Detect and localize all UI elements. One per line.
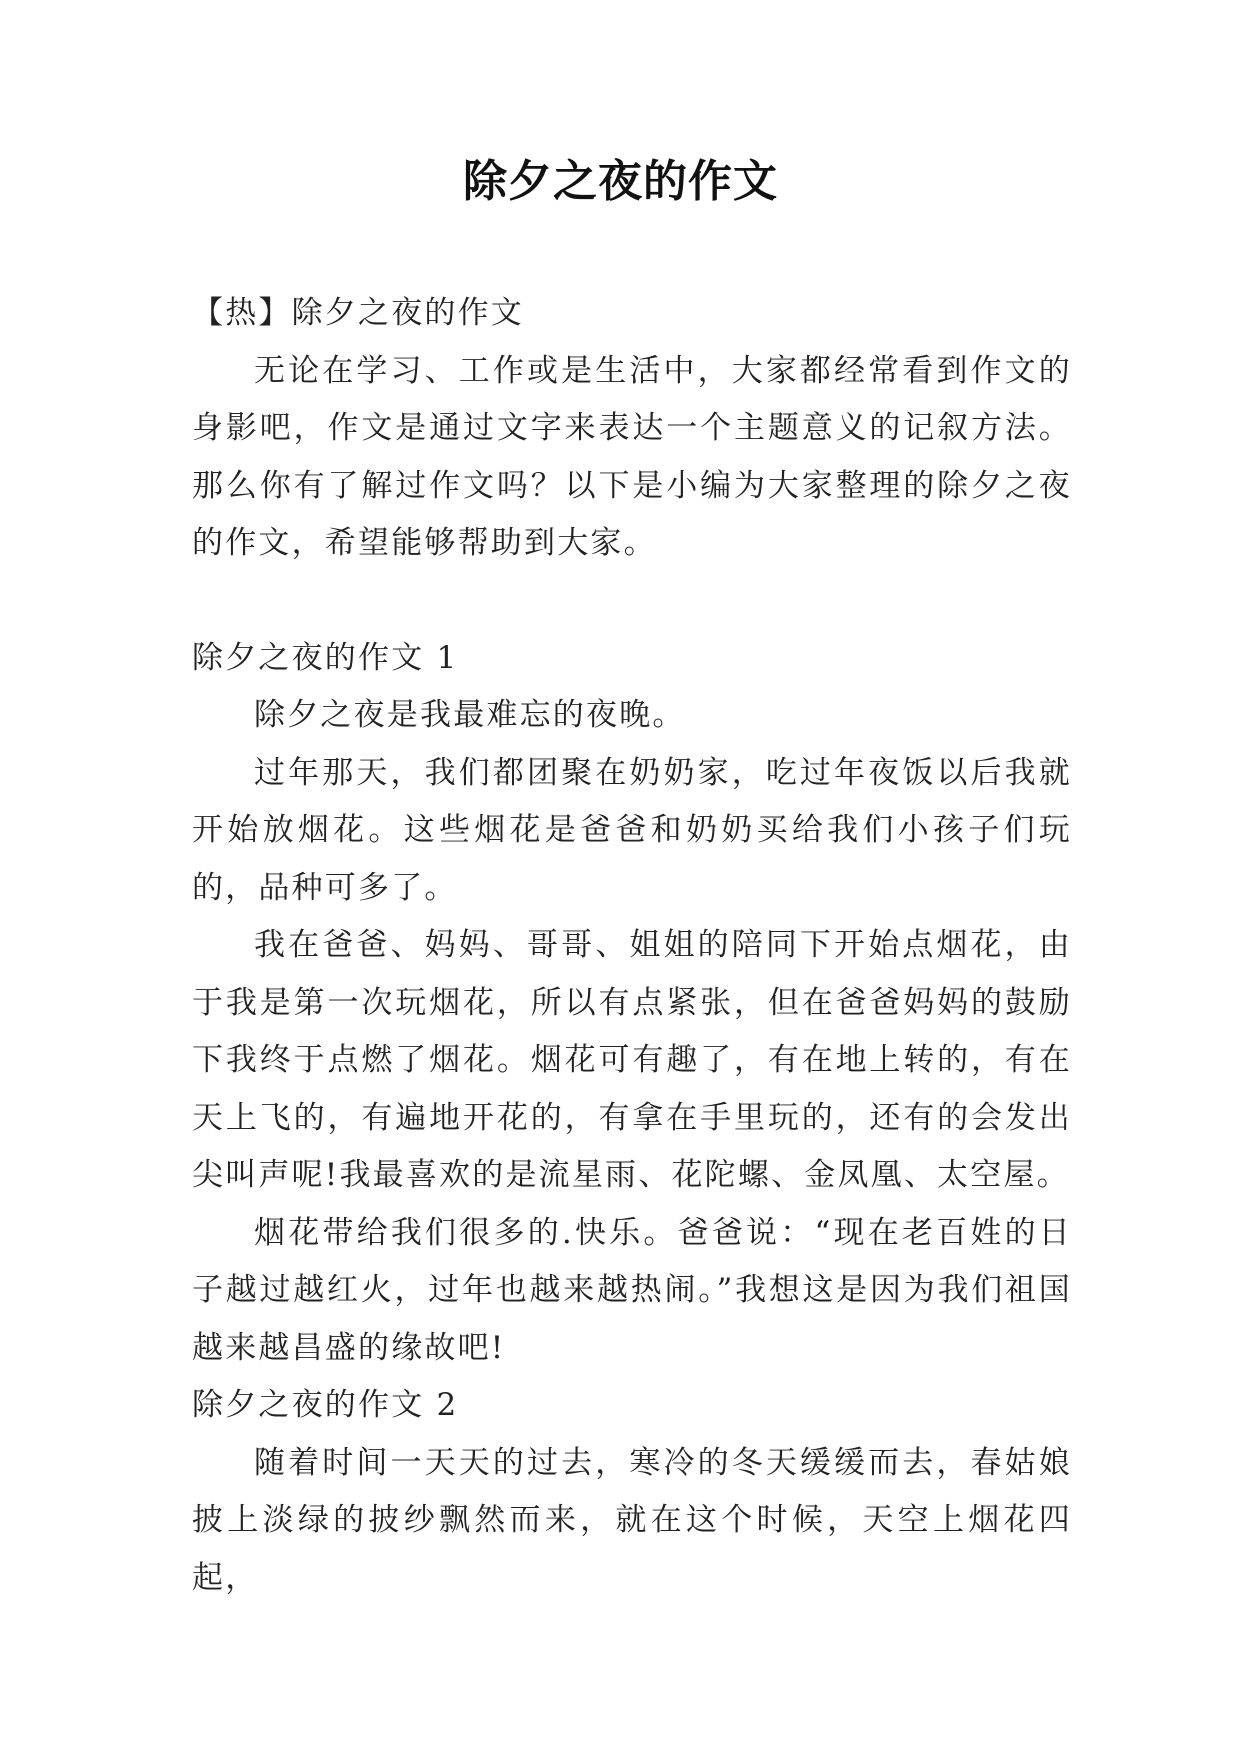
essay-1-paragraph-4: 烟花带给我们很多的.快乐。爸爸说：“现在老百姓的日子越过越红火，过年也越来越热闹。”我想这是因为我们祖国越来越昌盛的缘故吧!	[192, 1214, 1072, 1366]
document-subtitle: 【热】除夕之夜的作文	[192, 295, 524, 331]
intro-paragraph: 无论在学习、工作或是生活中，大家都经常看到作文的身影吧，作文是通过文字来表达一个主题意义的记叙方法。那么你有了解过作文吗？以下是小编为大家整理的除夕之夜的作文，希望能够帮助到大家。	[192, 352, 1072, 561]
essay-2-paragraph-1: 随着时间一天天的过去，寒冷的冬天缓缓而去，春姑娘披上淡绿的披纱飘然而来，就在这个时候，天空上烟花四起，	[192, 1444, 1072, 1596]
essay-1-paragraph-3: 我在爸爸、妈妈、哥哥、姐姐的陪同下开始点烟花，由于我是第一次玩烟花，所以有点紧张，但在爸爸妈妈的鼓励下我终于点燃了烟花。烟花可有趣了，有在地上转的，有在天上飞的，有遍地开花的，有拿在手里玩的，还有的会发出尖叫声呢!我最喜欢的是流星雨、花陀螺、金凤凰、太空屋。	[192, 927, 1072, 1193]
essay-2-heading: 除夕之夜的作文 2	[192, 1387, 459, 1423]
essay-1-paragraph-1: 除夕之夜是我最难忘的夜晚。	[254, 697, 686, 733]
document-body	[192, 285, 1072, 1607]
essay-1-paragraph-2: 过年那天，我们都团聚在奶奶家，吃过年夜饭以后我就开始放烟花。这些烟花是爸爸和奶奶买给我们小孩子们玩的，品种可多了。	[192, 754, 1072, 906]
essay-1-heading: 除夕之夜的作文 1	[192, 639, 459, 676]
section-spacer	[192, 573, 1072, 630]
document-title: 除夕之夜的作文	[463, 156, 778, 207]
